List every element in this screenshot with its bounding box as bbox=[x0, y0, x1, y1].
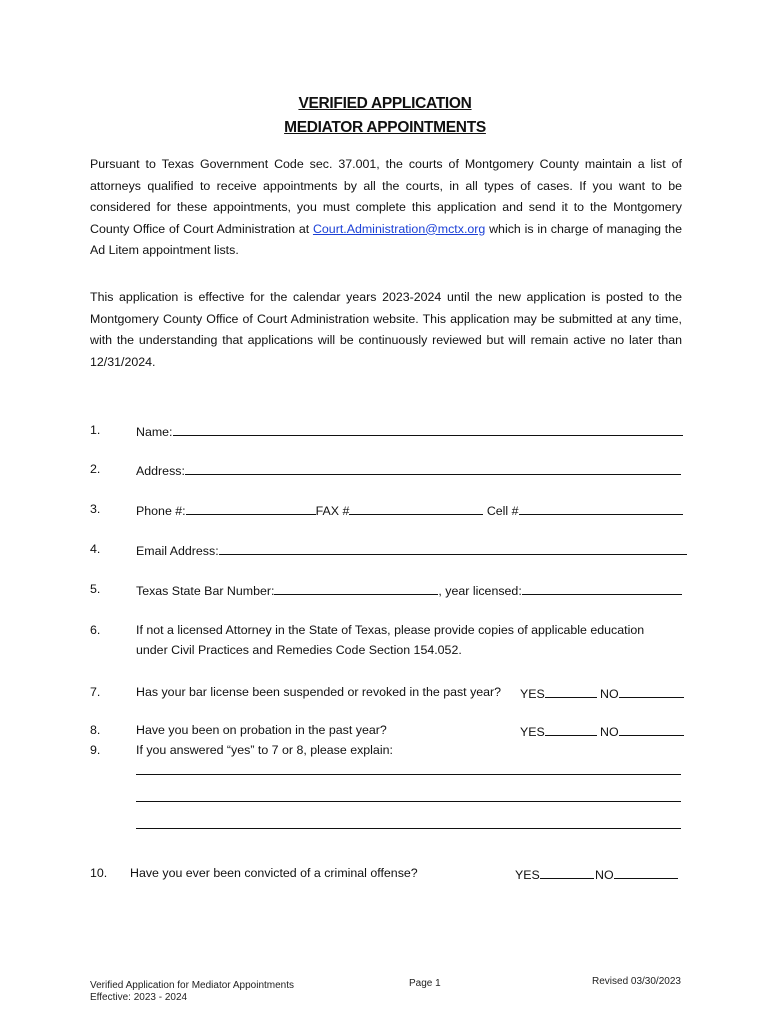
footer-effective: Effective: 2023 - 2024 bbox=[90, 992, 188, 1003]
q10-no-field[interactable] bbox=[614, 866, 678, 879]
explain-line-1[interactable] bbox=[136, 774, 681, 775]
q4-number: 4. bbox=[90, 542, 101, 556]
q8-yes bbox=[520, 723, 597, 739]
q2-number: 2. bbox=[90, 462, 101, 476]
bar-number-field[interactable] bbox=[274, 582, 438, 595]
q9-number: 9. bbox=[90, 743, 101, 757]
footer-revised: Revised 03/30/2023 bbox=[592, 976, 681, 987]
cell-field[interactable] bbox=[519, 502, 683, 515]
q6-line2: under Civil Practices and Remedies Code Section 154.052. bbox=[136, 643, 462, 657]
q4-row bbox=[136, 542, 687, 558]
q8-label: Have you been on probation in the past year? bbox=[136, 723, 387, 737]
footer-page-number: Page 1 bbox=[409, 978, 441, 989]
q2-row bbox=[136, 462, 681, 478]
bar-number-label: Texas State Bar Number: bbox=[136, 584, 275, 598]
q10-label: Have you ever been convicted of a criminal offense? bbox=[130, 866, 418, 880]
q7-label: Has your bar license been suspended or revoked in the past year? bbox=[136, 685, 502, 699]
effective-paragraph: This application is effective for the calendar years 2023-2024 until the new application is posted to the Montgomery County Office of Court Administration website. This application may be submitted at any time, with the understanding that applications will be continuously reviewed but will remain active no later than 12/31/2024. bbox=[90, 290, 682, 369]
name-label: Name: bbox=[136, 425, 173, 439]
intro-paragraph bbox=[90, 154, 682, 262]
q8-yes-label: YES bbox=[520, 725, 545, 739]
address-label: Address: bbox=[136, 464, 185, 478]
cell-label: Cell # bbox=[486, 504, 519, 518]
fax-field[interactable] bbox=[349, 502, 483, 515]
name-field[interactable] bbox=[173, 423, 683, 436]
q8-no-field[interactable] bbox=[619, 723, 684, 736]
phone-label: Phone #: bbox=[136, 504, 186, 518]
q10-number: 10. bbox=[90, 866, 108, 880]
q8-yes-field[interactable] bbox=[545, 723, 597, 736]
q10-yes-field[interactable] bbox=[540, 866, 594, 879]
email-label: Email Address: bbox=[136, 544, 219, 558]
address-field[interactable] bbox=[185, 462, 681, 475]
q10-yes bbox=[515, 866, 594, 882]
intro-text-before-link: Pursuant to Texas Government Code sec. 37.001, the courts of Montgomery County maintain a list of attorneys qualified to receive appointments by all the courts, in all types of cases. If you want to be considered for these appointments, you must complete this application and send it to the Montgomery County Office of Court Administration at bbox=[90, 157, 682, 236]
q5-row bbox=[136, 582, 682, 598]
q7-no-field[interactable] bbox=[619, 685, 684, 698]
q8-number: 8. bbox=[90, 723, 101, 737]
q7-yes bbox=[520, 685, 597, 701]
document-title-line2: MEDIATOR APPOINTMENTS bbox=[284, 119, 486, 136]
q3-number: 3. bbox=[90, 502, 101, 516]
q3-row bbox=[136, 502, 683, 518]
q7-no bbox=[600, 685, 684, 701]
q10-yes-label: YES bbox=[515, 868, 540, 882]
document-title-line1: VERIFIED APPLICATION bbox=[298, 95, 472, 112]
q8-no bbox=[600, 723, 684, 739]
q1-row bbox=[136, 423, 683, 439]
q9-label: If you answered “yes” to 7 or 8, please explain: bbox=[136, 743, 393, 757]
fax-label: FAX # bbox=[315, 504, 350, 518]
footer-title: Verified Application for Mediator Appointments bbox=[90, 980, 295, 991]
year-licensed-field[interactable] bbox=[522, 582, 682, 595]
q7-number: 7. bbox=[90, 685, 101, 699]
year-licensed-label: , year licensed: bbox=[438, 584, 522, 598]
intro-text-after-link: which is in charge of managing the Ad Litem appointment lists. bbox=[90, 221, 683, 257]
q7-no-label: NO bbox=[600, 687, 619, 701]
explain-line-3[interactable] bbox=[136, 828, 681, 829]
q10-no-label: NO bbox=[595, 868, 614, 882]
q1-number: 1. bbox=[90, 423, 101, 437]
phone-field[interactable] bbox=[186, 502, 316, 515]
q7-yes-field[interactable] bbox=[545, 685, 597, 698]
q10-no bbox=[595, 866, 678, 882]
email-link[interactable]: Court.Administration@mctx.org bbox=[312, 221, 486, 236]
q7-yes-label: YES bbox=[520, 687, 545, 701]
explain-line-2[interactable] bbox=[136, 801, 681, 802]
q6-line1: If not a licensed Attorney in the State of Texas, please provide copies of applicable education bbox=[136, 623, 645, 637]
email-field[interactable] bbox=[219, 542, 687, 555]
q6-number: 6. bbox=[90, 623, 101, 637]
q8-no-label: NO bbox=[600, 725, 619, 739]
q5-number: 5. bbox=[90, 582, 101, 596]
